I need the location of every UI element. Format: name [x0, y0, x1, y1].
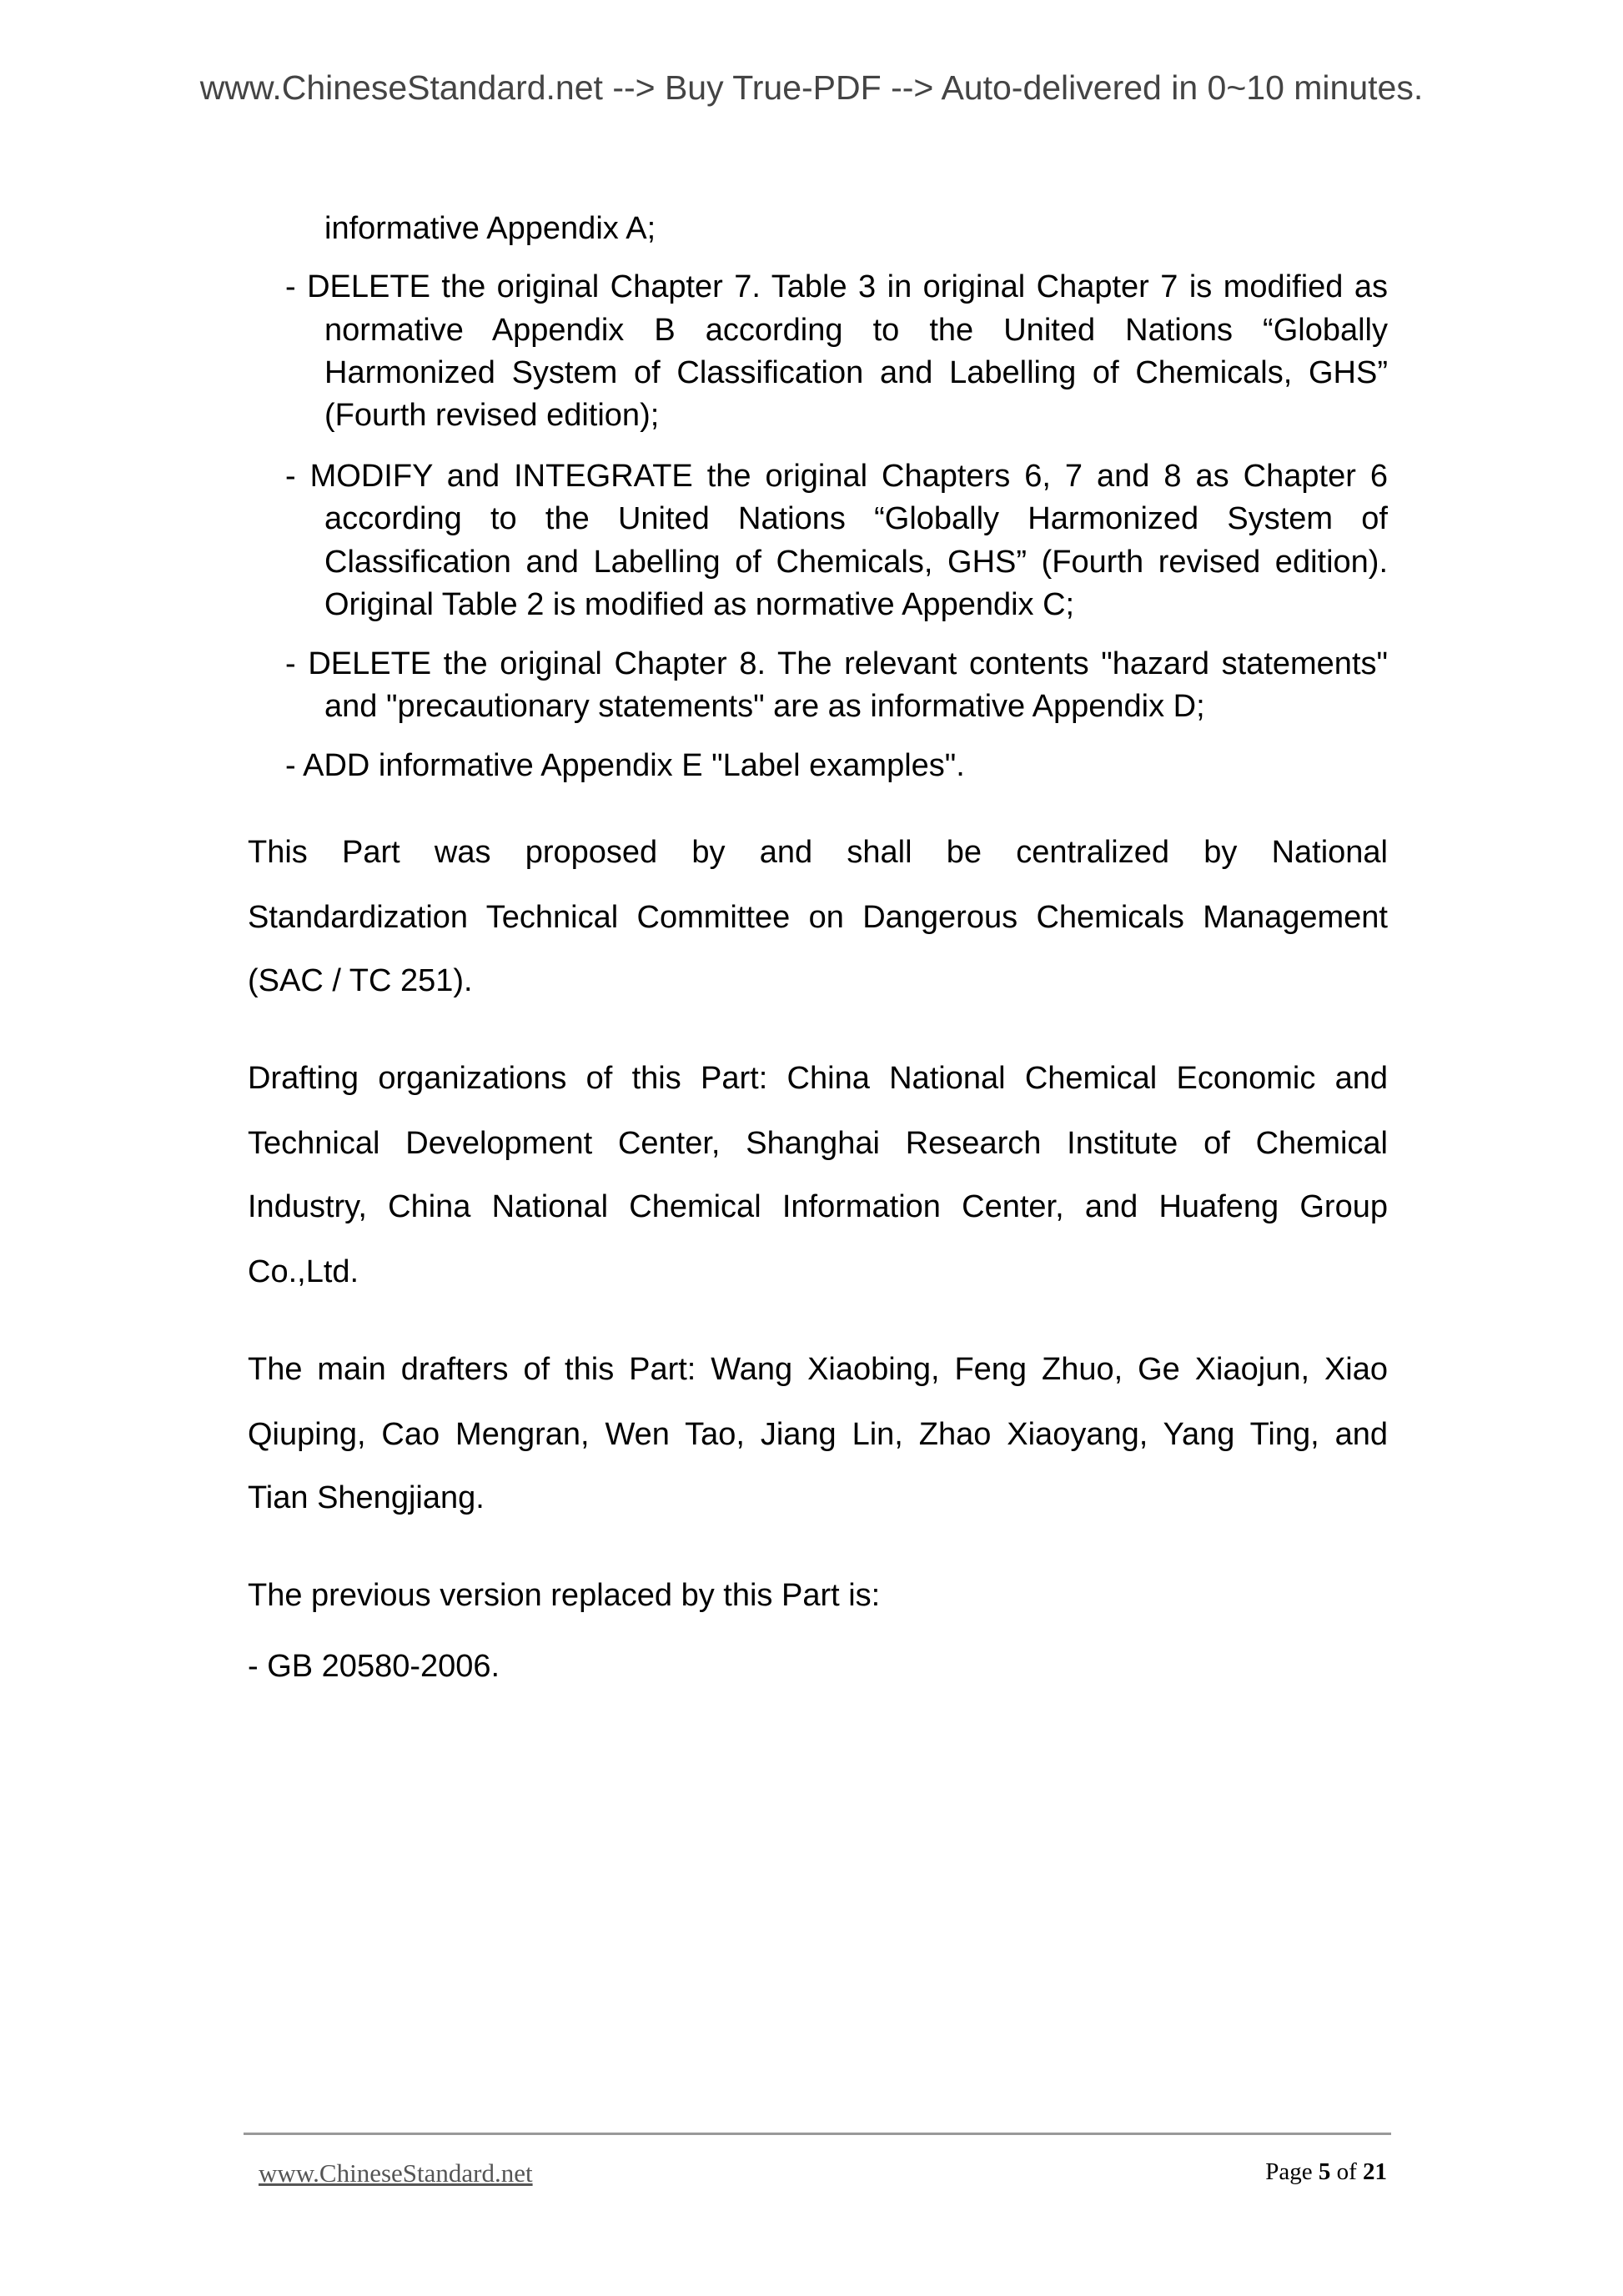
list-item-line: Original Table 2 is modified as normative Appendix C; [324, 587, 1075, 622]
page-label: Page [1265, 2158, 1313, 2185]
paragraph-line: Industry, China National Chemical Information Center, and Huafeng Group [248, 1189, 1388, 1224]
of-label: of [1336, 2158, 1357, 2185]
list-item-line: according to the United Nations “Globally Harmonized System of [324, 501, 1388, 536]
paragraph-line: This Part was proposed by and shall be centralized by National [248, 835, 1388, 870]
page-number [1265, 2158, 1387, 2186]
list-item-line: and "precautionary statements" are as informative Appendix D; [324, 689, 1205, 724]
total-pages: 21 [1363, 2158, 1387, 2185]
list-item-line: (Fourth revised edition); [324, 398, 660, 433]
list-item-line: - DELETE the original Chapter 8. The relevant contents "hazard statements" [285, 646, 1388, 681]
list-item-line: normative Appendix B according to the United Nations “Globally [324, 313, 1388, 348]
list-item-line: Classification and Labelling of Chemicals, GHS” (Fourth revised edition). [324, 545, 1388, 580]
current-page: 5 [1318, 2158, 1331, 2185]
paragraph-line: Tian Shengjiang. [248, 1480, 485, 1515]
footer-website-link[interactable]: www.ChineseStandard.net [259, 2158, 533, 2188]
text-line: informative Appendix A; [324, 211, 656, 246]
list-item-line: - GB 20580-2006. [248, 1649, 500, 1684]
paragraph-line: The previous version replaced by this Part is: [248, 1578, 881, 1613]
paragraph-line: Drafting organizations of this Part: China National Chemical Economic and [248, 1061, 1388, 1096]
header-banner: www.ChineseStandard.net --> Buy True-PDF --> Auto-delivered in 0~10 minutes. [199, 68, 1424, 107]
list-item-line: - DELETE the original Chapter 7. Table 3 in original Chapter 7 is modified as [285, 269, 1388, 304]
paragraph-line: The main drafters of this Part: Wang Xiaobing, Feng Zhuo, Ge Xiaojun, Xiao [248, 1352, 1388, 1387]
paragraph-line: Standardization Technical Committee on Dangerous Chemicals Management [248, 900, 1388, 935]
footer-divider [244, 2133, 1391, 2135]
list-item-line: Harmonized System of Classification and Labelling of Chemicals, GHS” [324, 355, 1388, 390]
list-item-line: - ADD informative Appendix E "Label examples". [285, 748, 965, 783]
paragraph-line: Qiuping, Cao Mengran, Wen Tao, Jiang Lin, Zhao Xiaoyang, Yang Ting, and [248, 1417, 1388, 1452]
paragraph-line: (SAC / TC 251). [248, 963, 473, 998]
paragraph-line: Technical Development Center, Shanghai Research Institute of Chemical [248, 1126, 1388, 1161]
list-item-line: - MODIFY and INTEGRATE the original Chapters 6, 7 and 8 as Chapter 6 [285, 459, 1388, 494]
paragraph-line: Co.,Ltd. [248, 1254, 359, 1289]
